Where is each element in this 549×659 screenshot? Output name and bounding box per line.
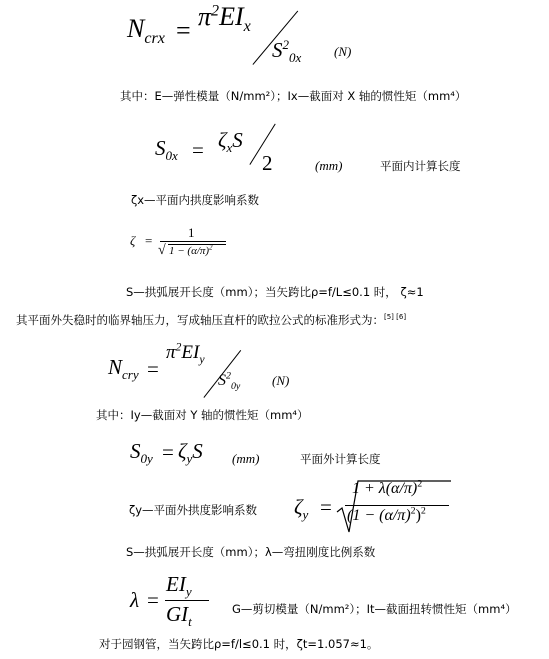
formula-zeta-y-bar <box>345 505 449 506</box>
formula-zeta-y-num: $1 + \lambda(\alpha/\pi)^2$ <box>352 478 423 497</box>
formula-lambda-eq: = <box>147 588 159 612</box>
formula-zeta-den: $1 - (\alpha/\pi)^2$ <box>169 244 213 257</box>
formula-s0x-den: 2 <box>262 151 273 175</box>
formula-s0y-unit: (mm) <box>232 451 260 466</box>
line-elastic-modulus: 其中：E—弹性模量（N/mm²）；Ix—截面对 X 轴的惯性矩（mm⁴） <box>120 89 467 103</box>
formula-zeta-y-lhs: $\zeta_y$ <box>294 495 309 523</box>
line-shear-modulus: G—剪切模量（N/mm²）；It—截面扭转惯性矩（mm⁴） <box>232 602 517 616</box>
formula-s0y-lhs: $S_{0y}$ <box>130 439 153 467</box>
formula-s0x-unit: (mm) <box>315 158 343 173</box>
line-zeta-y: ζy—平面外拱度影响系数 <box>129 503 258 517</box>
line-zeta-x: ζx—平面内拱度影响系数 <box>131 193 260 207</box>
formula-lambda-lhs: λ <box>130 588 140 612</box>
formula-ncry-lhs: $N_{cry}$ <box>108 355 139 383</box>
formula-zeta-eq: = <box>145 233 153 248</box>
line-iy: 其中：Iy—截面对 Y 轴的惯性矩（mm⁴） <box>96 408 309 422</box>
formula-lambda-num: $EI_y$ <box>166 572 192 600</box>
formula-ncry-num: $\pi^2EI_y$ <box>166 340 205 366</box>
sqrt-icon: √ <box>158 243 166 258</box>
formula-zeta-y-eq: = <box>320 495 332 519</box>
formula-zeta-num: 1 <box>188 225 195 240</box>
paragraph-critical-force: 其平面外失稳时的临界轴压力，写成轴压直杆的欧拉公式的标准形式为：[5] [6] <box>16 313 407 327</box>
formula-ncry-eq: = <box>147 357 159 381</box>
formula-s0y-label: 平面外计算长度 <box>300 452 381 466</box>
formula-ncrx-eq: = <box>176 16 191 45</box>
formula-ncrx-den: $S^2_{0x}$ <box>272 37 302 66</box>
formula-s0x-num: $\zeta_xS$ <box>218 128 243 156</box>
formula-ncrx-lhs: $N_{crx}$ <box>127 14 165 48</box>
formula-ncrx-num: $\pi^2EI_x$ <box>198 2 251 36</box>
formula-s0x-label: 平面内计算长度 <box>380 159 461 173</box>
formula-zeta-y-den: $(1 - (\alpha/\pi)^2)^2$ <box>347 505 426 524</box>
reference-marks: [5] [6] <box>384 313 407 322</box>
line-arc-length: S—拱弧展开长度（mm）；当矢跨比ρ=f/L≤0.1 时， ζ≈1 <box>126 285 424 299</box>
formula-s0x-eq: = <box>192 138 204 162</box>
formula-lambda-den: $GI_t$ <box>166 602 192 630</box>
formula-ncry-den: $S^2_{0y}$ <box>218 370 241 393</box>
formula-s0x-lhs: $S_{0x}$ <box>155 136 178 164</box>
formula-zeta-bar <box>160 241 226 242</box>
formula-ncry-unit: (N) <box>272 373 290 388</box>
formula-lambda-bar <box>165 600 209 601</box>
formula-ncrx-unit: (N) <box>334 44 352 59</box>
formula-s0y-eq: = <box>162 440 174 464</box>
formula-s0y-rhs: $\zeta_yS$ <box>178 439 203 467</box>
formula-zeta-lhs: ζ <box>130 233 136 248</box>
line-lambda: S—拱弧展开长度（mm）；λ—弯扭刚度比例系数 <box>126 545 376 559</box>
line-steel-tube: 对于园钢管，当矢跨比ρ=f/l≤0.1 时，ζt=1.057≈1。 <box>99 637 379 651</box>
